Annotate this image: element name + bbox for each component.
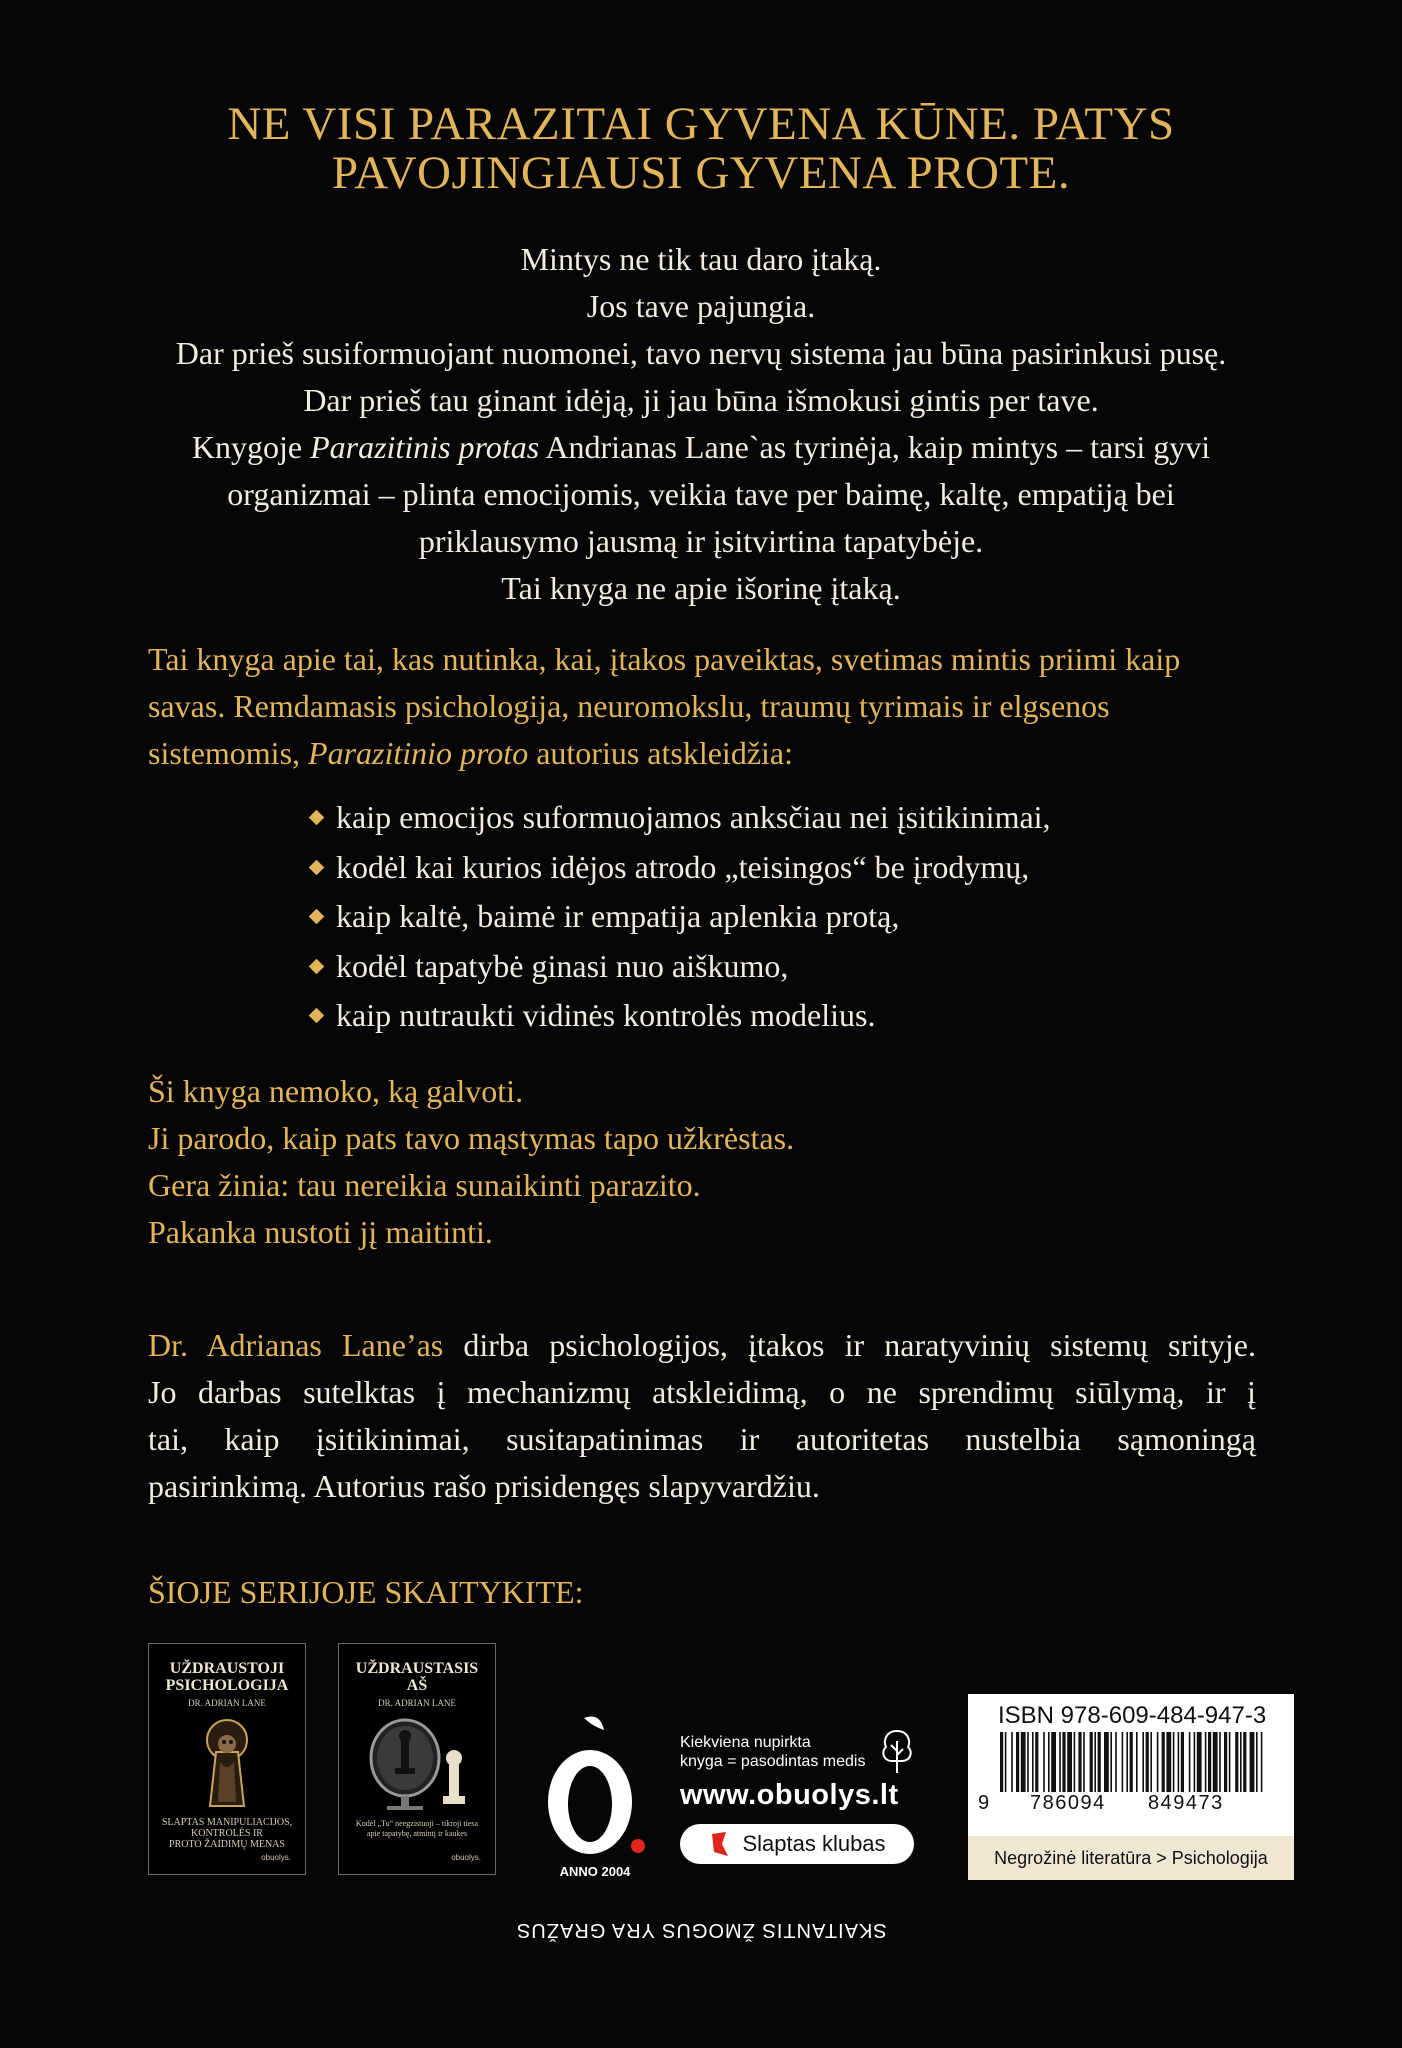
diamond-bullet-icon (309, 958, 325, 974)
book-cover-publisher: obuolys. (451, 1853, 481, 1862)
barcode-digits-mid: 786094 (1030, 1792, 1106, 1814)
club-flag-icon (708, 1830, 730, 1858)
keyhole-face-icon (192, 1712, 262, 1812)
diamond-bullet-icon (309, 909, 325, 925)
tree-promo-line: Kiekviena nupirkta (680, 1734, 811, 1751)
author-name: Dr. Adrianas Lane’as (148, 1327, 444, 1363)
book-cover-subtitle-line: KONTROLĖS IR (191, 1828, 263, 1839)
publisher-since: ANNO 2004 (559, 1864, 631, 1879)
barcode-bar (1021, 1732, 1026, 1792)
barcode-bar (1035, 1732, 1038, 1792)
barcode-bar (1136, 1732, 1138, 1792)
tree-promo-line: knyga = pasodintas medis (680, 1753, 866, 1770)
barcode-bar (1005, 1732, 1007, 1792)
bio-line (148, 1322, 1256, 1369)
barcode-bar (1181, 1732, 1184, 1792)
chess-mirror-icon (357, 1710, 477, 1814)
barcode-digits-right: 849473 (1148, 1792, 1224, 1814)
book-cover-author: DR. ADRIAN LANE (188, 1698, 266, 1708)
bullet-text: kaip nutraukti vidinės kontrolės modelius. (336, 997, 876, 1033)
book-cover-title-line: AŠ (406, 1677, 428, 1694)
publisher-promo (680, 1733, 920, 1864)
bio-line: Jo darbas sutelktas į mechanizmų atskleidimą, o ne sprendimų siūlymą, ir į (148, 1374, 1256, 1410)
gold-line (148, 730, 1258, 777)
series-heading: ŠIOJE SERIJOJE SKAITYKITE: (148, 1574, 584, 1610)
barcode-bar (1115, 1732, 1117, 1792)
book-title-italic: Parazitinis protas (310, 429, 540, 465)
barcode-bar (1205, 1732, 1207, 1792)
barcode-bar (1194, 1732, 1196, 1792)
book-cover-subtitle-line: SLAPTAS MANIPULIACIJOS, (161, 1817, 293, 1828)
intro-line: organizmai – plinta emocijomis, veikia tave per baimę, kaltę, empatiją bei (227, 476, 1175, 512)
barcode-bar (1250, 1732, 1255, 1792)
bullet-item (306, 991, 1051, 1041)
gold-text-part: autorius atskleidžia: (528, 735, 793, 771)
bullet-item (306, 843, 1051, 893)
secret-club-label: Slaptas klubas (742, 1831, 886, 1856)
barcode-bar (1090, 1732, 1093, 1792)
bullet-item (306, 892, 1051, 942)
headline (0, 100, 1402, 198)
book-cover-publisher: obuolys. (261, 1853, 291, 1862)
intro-text-part: Knygoje (191, 429, 311, 465)
barcode-bar (1157, 1732, 1159, 1792)
book-cover-title-line: UŽDRAUSTASIS (355, 1660, 479, 1677)
barcode-bar (1094, 1732, 1096, 1792)
barcode-bar (1062, 1732, 1065, 1792)
publisher-website-link[interactable]: www.obuolys.lt (680, 1779, 899, 1811)
barcode-bar (1078, 1732, 1081, 1792)
barcode-bar (1213, 1732, 1218, 1792)
barcode-bar (1235, 1732, 1238, 1792)
headline-line: NE VISI PARAZITAI GYVENA KŪNE. PATYS (227, 98, 1175, 150)
intro-line: Dar prieš tau ginant idėją, ji jau būna išmokusi gintis per tave. (303, 382, 1099, 418)
barcode-icon (994, 1732, 1274, 1794)
barcode-bar (1150, 1732, 1152, 1792)
closing-line: Gera žinia: tau nereikia sunaikinti parazito. (148, 1167, 701, 1203)
publisher-logo[interactable] (540, 1712, 650, 1882)
barcode-bar (1146, 1732, 1149, 1792)
barcode-bar (1142, 1732, 1144, 1792)
barcode-bar (1243, 1732, 1246, 1792)
barcode-bar (1074, 1732, 1076, 1792)
diamond-bullet-icon (309, 1008, 325, 1024)
book-cover-title (339, 1660, 495, 1694)
book-cover-subtitle (149, 1817, 305, 1850)
barcode-bar (1027, 1732, 1029, 1792)
barcode-bar (1261, 1732, 1263, 1792)
author-bio (148, 1322, 1256, 1510)
series-book-cover (338, 1643, 496, 1875)
barcode-bar (1011, 1732, 1013, 1792)
bullet-list (306, 793, 1051, 1041)
apple-o-logo-icon (540, 1712, 650, 1862)
bullet-item (306, 942, 1051, 992)
intro-line: Tai knyga ne apie išorinę įtaką. (501, 570, 901, 606)
gold-line: Tai knyga apie tai, kas nutinka, kai, įtakos paveiktas, svetimas mintis priimi kaip (148, 641, 1181, 677)
barcode-bar (1208, 1732, 1211, 1792)
intro-line: Jos tave pajungia. (586, 288, 816, 324)
secret-club-button[interactable] (680, 1824, 914, 1864)
intro-line: priklausymo jausmą ir įsitvirtina tapatybėje. (418, 523, 984, 559)
barcode-bar (1189, 1732, 1191, 1792)
barcode-bar (1224, 1732, 1227, 1792)
book-cover-subtitle (339, 1819, 495, 1839)
barcode-bar (1059, 1732, 1061, 1792)
intro-line: Mintys ne tik tau daro įtaką. (520, 241, 882, 277)
book-cover-title-line: UŽDRAUSTOJI (169, 1660, 285, 1677)
barcode-digit-left: 9 (978, 1792, 990, 1814)
barcode-bar (1048, 1732, 1050, 1792)
book-cover-title-line: PSICHOLOGIJA (165, 1677, 289, 1694)
barcode-bar (1126, 1732, 1128, 1792)
gold-text-part: sistemomis, (148, 735, 309, 771)
barcode-bar (1219, 1732, 1221, 1792)
book-cover-author: DR. ADRIAN LANE (378, 1698, 456, 1708)
headline-line: PAVOJINGIAUSI GYVENA PROTE. (331, 147, 1071, 199)
barcode-bar (1256, 1732, 1258, 1792)
intro-line: Dar prieš susiformuojant nuomonei, tavo nervų sistema jau būna pasirinkusi pusę. (175, 335, 1227, 371)
book-cover-subtitle-line: apie tapatybę, atmintį ir kaukes (366, 1829, 468, 1838)
intro-text (0, 236, 1402, 612)
tagline-text: SKAITANTIS ŽMOGUS YRA GRAŽUS (515, 1919, 887, 1941)
barcode-bar (1032, 1732, 1034, 1792)
intro-line (0, 424, 1402, 471)
bio-line: pasirinkimą. Autorius rašo prisidengęs slapyvardžiu. (148, 1468, 820, 1504)
tree-icon (880, 1727, 914, 1775)
barcode-bar (1043, 1732, 1045, 1792)
barcode-bar (1240, 1732, 1242, 1792)
gold-line: savas. Remdamasis psichologija, neuromokslu, traumų tyrimais ir elgsenos (148, 688, 1110, 724)
barcode-bar (1229, 1732, 1231, 1792)
book-cover-subtitle-line: PROTO ŽAIDIMŲ MENAS (169, 1839, 285, 1850)
bullet-item (306, 793, 1051, 843)
diamond-bullet-icon (309, 810, 325, 826)
barcode-bar (1104, 1732, 1109, 1792)
intro-text-part: Andrianas Lane`as tyrinėja, kaip mintys – tarsi gyvi (539, 429, 1211, 465)
barcode-bar (1173, 1732, 1175, 1792)
barcode-bar (1122, 1732, 1124, 1792)
category-label: Negrožinė literatūra > Psichologija (968, 1836, 1294, 1880)
book-title-italic: Parazitinio proto (308, 735, 529, 771)
barcode-bar (1162, 1732, 1165, 1792)
barcode-bar (1083, 1732, 1085, 1792)
barcode-bar (1000, 1732, 1003, 1792)
barcode-bar (1178, 1732, 1180, 1792)
closing-line: Ši knyga nemoko, ką galvoti. (148, 1073, 524, 1109)
tagline (0, 1918, 1402, 1941)
closing-text (148, 1068, 794, 1256)
closing-line: Ji parodo, kaip pats tavo mąstymas tapo užkrėstas. (148, 1120, 795, 1156)
barcode-bar (1130, 1732, 1133, 1792)
book-cover-subtitle-line: Kodėl „Tu“ neegzistuoji – tikroji tiesa (355, 1819, 479, 1828)
barcode-bar (1197, 1732, 1202, 1792)
barcode-bar (1166, 1732, 1171, 1792)
isbn-barcode-box (968, 1694, 1294, 1880)
isbn-label: ISBN 978-609-484-947-3 (998, 1702, 1267, 1729)
bio-line: tai, kaip įsitikinimai, susitapatinimas ir autoritetas nustelbia sąmoningą (148, 1421, 1256, 1457)
bio-text-part: dirba psichologijos, įtakos ir naratyvinių sistemų srityje. (443, 1327, 1257, 1363)
bullet-text: kodėl tapatybė ginasi nuo aiškumo, (336, 947, 789, 984)
barcode-bar (1051, 1732, 1056, 1792)
gold-paragraph (148, 636, 1258, 777)
barcode-bar (1067, 1732, 1072, 1792)
barcode-bar (1016, 1732, 1019, 1792)
diamond-bullet-icon (309, 859, 325, 875)
bullet-text: kodėl kai kurios idėjos atrodo „teisingos“ be įrodymų, (336, 848, 1030, 885)
barcode-bar (1098, 1732, 1101, 1792)
closing-line: Pakanka nustoti jį maitinti. (148, 1214, 493, 1250)
bullet-text: kaip kaltė, baimė ir empatija aplenkia protą, (336, 898, 900, 934)
book-cover-title (149, 1660, 305, 1694)
barcode-bar (1110, 1732, 1112, 1792)
bullet-text: kaip emocijos suformuojamos anksčiau nei įsitikinimai, (336, 799, 1051, 835)
series-book-cover (148, 1643, 306, 1875)
